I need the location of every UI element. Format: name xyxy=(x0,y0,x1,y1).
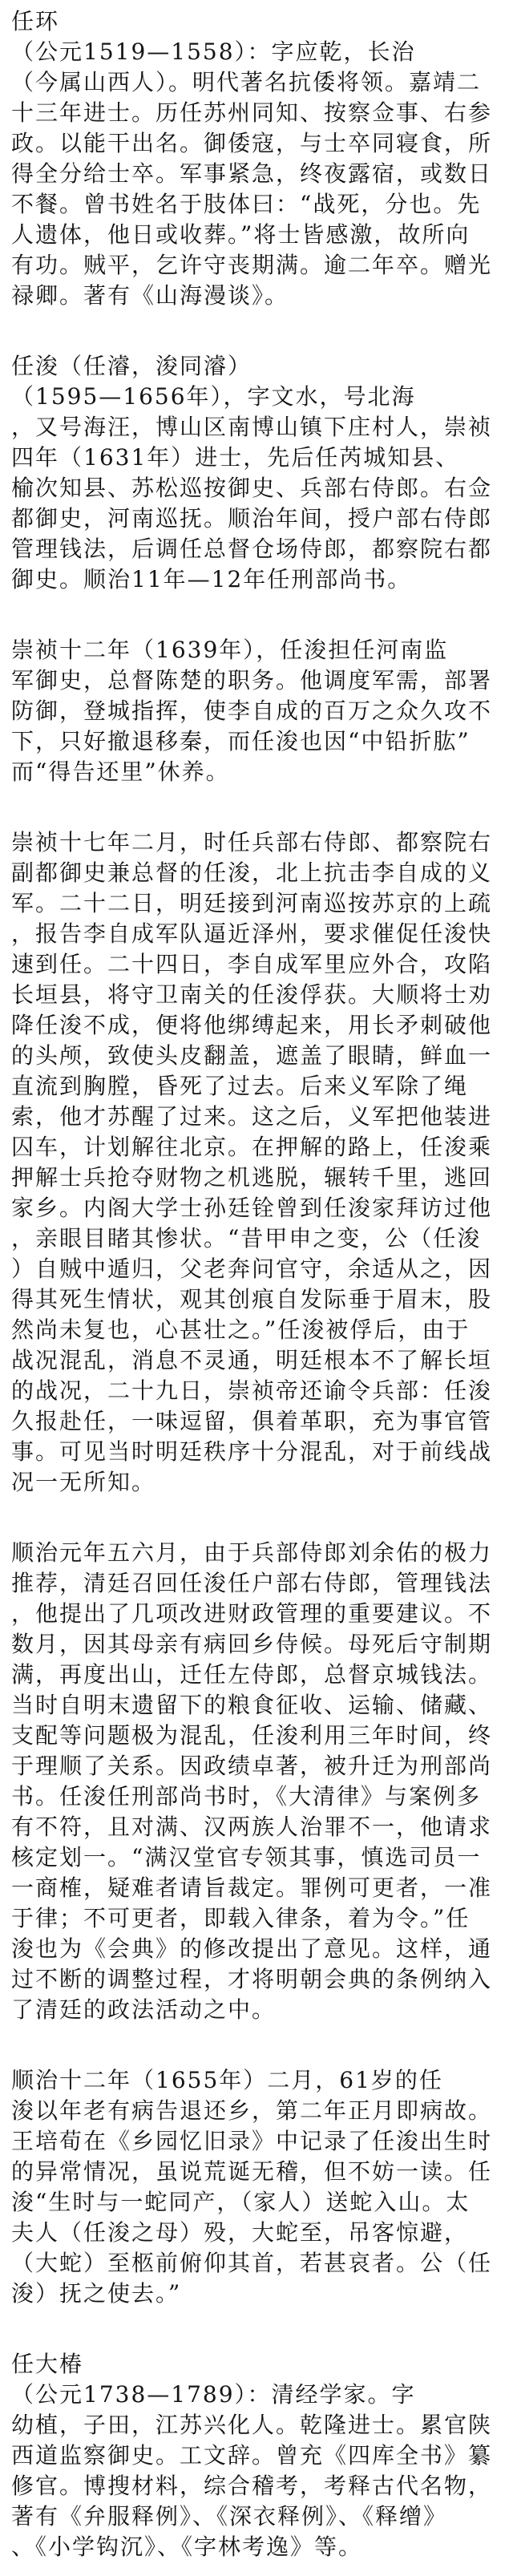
text-line: 支配等问题极为混乱，任浚利用三年时间，终 xyxy=(11,1722,493,1749)
biography-entry xyxy=(11,6,513,311)
entry-heading: 任大椿 xyxy=(11,2351,84,2377)
text-line: 夫人（任浚之母）殁，大蛇至，吊客惊避， xyxy=(11,2219,469,2246)
text-line: 而“得告还里”休养。 xyxy=(11,758,230,785)
text-line: 得其死生情状，观其创痕自发际垂于眉末，股 xyxy=(11,1286,493,1312)
text-line: 四年（1631年）进士，先后任芮城知县、 xyxy=(11,444,460,471)
text-line: 了清廷的政法活动之中。 xyxy=(11,1996,277,2023)
text-line: （公元1738—1789）：清经学家。字 xyxy=(11,2381,416,2408)
text-line: 当时自明末遗留下的粮食征收、运输、储藏、 xyxy=(11,1692,493,1718)
text-line: 管理钱法，后调任总督仓场侍郎，都察院右都 xyxy=(11,536,493,562)
text-line: ，报告李自成军队逼近泽州，要求催促任浚快 xyxy=(11,920,493,947)
text-line: 况一无所知。 xyxy=(11,1469,156,1495)
text-line: 核定划一。“满汉堂官专领其事，慎选司员一 xyxy=(11,1844,482,1870)
text-line: 然尚未复也，心甚壮之。”任浚被俘后，由于 xyxy=(11,1316,471,1343)
text-line: 十三年进士。历任苏州同知、按察佥事、右参 xyxy=(11,99,493,126)
text-line: 防御，登城指挥，使李自成的百万之众久攻不 xyxy=(11,698,493,724)
text-line: 浚）抚之使去。” xyxy=(11,2280,182,2307)
text-line: 崇祯十七年二月，时任兵部右侍郎、都察院右 xyxy=(11,829,493,855)
text-line: 禄卿。著有《山海漫谈》。 xyxy=(11,282,289,309)
text-line: 西道监察御史。工文辞。曾充《四库全书》纂 xyxy=(11,2442,493,2469)
text-line: 于理顺了关系。因政绩卓著，被升迁为刑部尚 xyxy=(11,1753,493,1779)
text-line: 军。二十二日，明廷接到河南巡按苏京的上疏 xyxy=(11,890,493,916)
paragraph xyxy=(11,635,513,787)
text-line: 书。任浚任刑部尚书时，《大清律》与案例多 xyxy=(11,1783,482,1810)
text-line: 军御史，总督陈楚的职务。他调度军需，部署 xyxy=(11,667,493,694)
text-line: ，亲眼目睹其惨状。“昔甲申之变，公（任浚 xyxy=(11,1225,482,1252)
text-line: 浚“生时与一蛇同产，（家人）送蛇入山。太 xyxy=(11,2189,471,2215)
text-line: 副都御史兼总督的任浚，北上抗击李自成的义 xyxy=(11,859,493,886)
text-line: 囚车，计划解往北京。在押解的路上，任浚乘 xyxy=(11,1134,493,1160)
text-line: 战况混乱，消息不灵通，明廷根本不了解长垣 xyxy=(11,1347,493,1373)
text-line: 久报赴任，一味逗留，俱着革职，充为事官管 xyxy=(11,1408,493,1434)
text-line: 数月，因其母亲有病回乡侍候。母死后守制期 xyxy=(11,1631,493,1657)
text-line: （今属山西人）。明代著名抗倭将领。嘉靖二 xyxy=(11,69,482,95)
text-line: 修官。博搜材料，综合稽考，考释古代名物， xyxy=(11,2473,493,2499)
paragraph xyxy=(11,827,513,1498)
biography-entry xyxy=(11,2349,513,2562)
text-line: 都御史，河南巡抚。顺治年间，授户部右侍郎 xyxy=(11,505,493,532)
text-line: 于律；不可更者，即载入律条，着为令。”任 xyxy=(11,1905,471,1931)
entry-heading: 任浚（任濬，浚同濬） xyxy=(11,353,252,379)
text-line: 、《小学钩沉》、《字林考逸》等。 xyxy=(11,2534,363,2560)
text-line: （1595—1656年），字文水，号北海 xyxy=(11,383,416,410)
text-line: 满，再度出山，迁任左侍郎，总督京城钱法。 xyxy=(11,1661,493,1688)
text-line: 有功。贼平，乞许守丧期满。逾二年卒。赠光 xyxy=(11,252,493,278)
text-line: 王培荀在《乡园忆旧录》中记录了任浚出生时 xyxy=(11,2128,493,2154)
text-line: 的战况，二十九日，崇祯帝还谕令兵部：任浚 xyxy=(11,1377,493,1404)
paragraph xyxy=(11,2065,513,2309)
text-line: 崇祯十二年（1639年），任浚担任河南监 xyxy=(11,637,449,663)
text-line: （公元1519—1558）：字应乾，长治 xyxy=(11,38,416,65)
text-line: 人遗体，他日或收葬。”将士皆感激，故所向 xyxy=(11,221,471,248)
text-line: 下，只好撤退移秦，而任浚也因“中铅折肱” xyxy=(11,728,471,754)
text-line: 过不断的调整过程，才将明朝会典的条例纳入 xyxy=(11,1966,493,1992)
text-line: 御史。顺治11年—12年任刑部尚书。 xyxy=(11,566,412,592)
text-line: 一商榷，疑难者请旨裁定。罪例可更者，一准 xyxy=(11,1874,493,1901)
text-line: 事。可见当时明廷秩序十分混乱，对于前线战 xyxy=(11,1438,493,1465)
text-line: 直流到胸膛，昏死了过去。后来义军除了绳 xyxy=(11,1073,469,1099)
paragraph xyxy=(11,1538,513,2025)
text-line: 政。以能干出名。御倭寇，与士卒同寝食，所 xyxy=(11,130,493,156)
text-line: 浚也为《会典》的修改提出了意见。这样，通 xyxy=(11,1935,493,1962)
entry-heading: 任环 xyxy=(11,8,60,34)
text-line: 家乡。内阁大学士孙廷铨曾到任浚家拜访过他 xyxy=(11,1195,493,1221)
text-line: （大蛇）至柩前俯仰其首，若甚哀者。公（任 xyxy=(11,2250,493,2276)
text-line: 推荐，清廷召回任浚任户部右侍郎，管理钱法 xyxy=(11,1570,493,1596)
text-line: 著有《弁服释例》、《深衣释例》、《释缯》 xyxy=(11,2503,448,2529)
text-line: 浚以年老有病告退还乡，第二年正月即病故。 xyxy=(11,2097,493,2124)
text-line: 得全分给士卒。军事紧急，终夜露宿，或数日 xyxy=(11,160,493,187)
text-line: ）自贼中遁归，父老奔问官守，余适从之，因 xyxy=(11,1256,493,1282)
text-line: 有不符，且对满、汉两族人治罪不一，他请求 xyxy=(11,1814,493,1840)
text-line: 顺治元年五六月，由于兵部侍郎刘余佑的极力 xyxy=(11,1539,493,1566)
text-line: 索，他才苏醒了过来。这之后，义军把他装进 xyxy=(11,1103,493,1130)
text-line: 押解士兵抢夺财物之机逃脱，辗转千里，逃回 xyxy=(11,1164,493,1191)
biography-entry xyxy=(11,351,513,595)
text-line: 的异常情况，虽说荒诞无稽，但不妨一读。任 xyxy=(11,2158,493,2185)
text-line: 顺治十二年（1655年）二月，61岁的任 xyxy=(11,2067,443,2093)
text-line: ，他提出了几项改进财政管理的重要建议。不 xyxy=(11,1600,493,1627)
text-line: 降任浚不成，便将他绑缚起来，用长矛刺破他 xyxy=(11,1012,493,1038)
text-line: 榆次知县、苏松巡按御史、兵部右侍郎。右佥 xyxy=(11,475,493,501)
text-line: 不餐。曾书姓名于肢体曰：“战死，分也。先 xyxy=(11,191,482,217)
text-line: 速到任。二十四日，李自成军里应外合，攻陷 xyxy=(11,951,493,977)
text-line: 长垣县，将守卫南关的任浚俘获。大顺将士劝 xyxy=(11,981,493,1008)
text-line: 的头颅，致使头皮翻盖，遮盖了眼睛，鲜血一 xyxy=(11,1042,493,1069)
text-line: ，又号海汪，博山区南博山镇下庄村人，崇祯 xyxy=(11,414,493,440)
text-line: 幼植，子田，江苏兴化人。乾隆进士。累官陕 xyxy=(11,2412,493,2438)
